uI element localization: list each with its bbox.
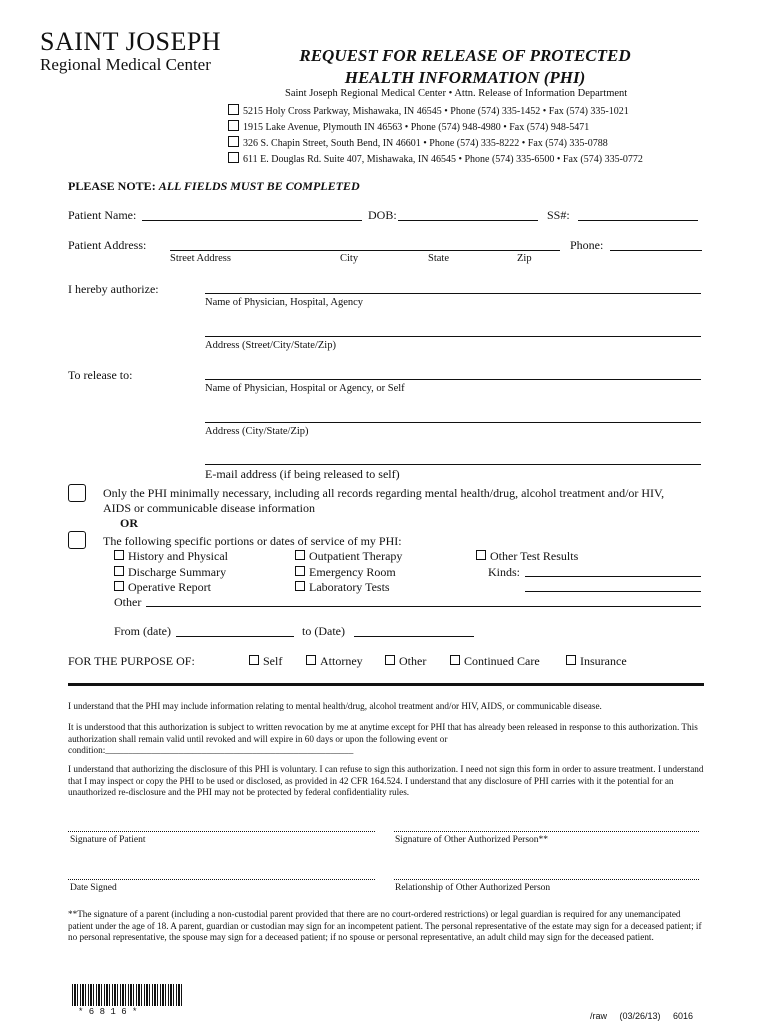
email-caption: E-mail address (if being released to self) — [205, 467, 400, 481]
relationship-field[interactable] — [394, 879, 699, 880]
authorize-address-field[interactable] — [205, 336, 701, 337]
option-minimum-line1: Only the PHI minimally necessary, including all records regarding mental health/drug, alcohol treatment and/or HIV, — [103, 486, 665, 500]
other-field[interactable] — [146, 606, 701, 607]
from-date-field[interactable] — [176, 636, 294, 637]
authorize-name-caption: Name of Physician, Hospital, Agency — [205, 297, 364, 308]
state-caption: State — [428, 253, 449, 264]
option-minimum-line2: AIDS or communicable disease information — [103, 501, 315, 515]
outpatient-checkbox[interactable] — [295, 550, 305, 560]
authorize-address-caption: Address (Street/City/State/Zip) — [205, 340, 336, 351]
or-label: OR — [120, 516, 138, 530]
outpatient-therapy-option[interactable]: Outpatient Therapy — [295, 549, 402, 564]
history-physical-option[interactable]: History and Physical — [114, 549, 228, 564]
barcode-text: * 6 8 1 6 * — [78, 1007, 138, 1017]
form-subtitle: Saint Joseph Regional Medical Center • Attn. Release of Information Department — [285, 88, 628, 99]
other-test-results-option[interactable]: Other Test Results — [476, 549, 578, 564]
option-minimum-checkbox[interactable] — [68, 484, 86, 502]
patient-signature-field[interactable] — [68, 831, 375, 832]
patient-address-label: Patient Address: — [68, 238, 147, 252]
location-3-checkbox[interactable] — [228, 136, 239, 147]
purpose-insurance-checkbox[interactable] — [566, 655, 576, 665]
please-note: PLEASE NOTE: ALL FIELDS MUST BE COMPLETED — [68, 179, 360, 193]
operative-checkbox[interactable] — [114, 581, 124, 591]
authorize-name-field[interactable] — [205, 293, 701, 294]
to-date-label: to (Date) — [302, 624, 345, 638]
patient-name-field[interactable] — [142, 220, 362, 221]
release-address-field[interactable] — [205, 422, 701, 423]
phone-label: Phone: — [570, 238, 604, 252]
paragraph-revocation: It is understood that this authorization is subject to written revocation by me at anytime except for PHI that has already been released in response to this authorization. This authorization shall remain valid until revoked and will expire in 60 days or upon the following event or condition:______________________________________________________ — [68, 722, 698, 755]
lab-checkbox[interactable] — [295, 581, 305, 591]
ss-label: SS#: — [547, 208, 570, 222]
discharge-checkbox[interactable] — [114, 566, 124, 576]
location-4[interactable]: 611 E. Douglas Rd. Suite 407, Mishawaka, IN 46545 • Phone (574) 335-6500 • Fax (574) 335-0772 — [228, 152, 643, 165]
date-signed-field[interactable] — [68, 879, 375, 880]
form-title-line2: HEALTH INFORMATION (PHI) — [344, 68, 586, 87]
logo-saint-joseph: SAINT JOSEPH — [40, 27, 222, 56]
ss-field[interactable] — [578, 220, 698, 221]
purpose-attorney-checkbox[interactable] — [306, 655, 316, 665]
dob-field[interactable] — [398, 220, 538, 221]
laboratory-tests-option[interactable]: Laboratory Tests — [295, 580, 390, 595]
kinds-field-1[interactable] — [525, 576, 701, 577]
form-code: /raw (03/26/13) 6016 — [590, 1011, 694, 1021]
kinds-label: Kinds: — [488, 565, 521, 579]
location-2[interactable]: 1915 Lake Avenue, Plymouth IN 46563 • Phone (574) 948-4980 • Fax (574) 948-5471 — [228, 120, 589, 133]
purpose-care-checkbox[interactable] — [450, 655, 460, 665]
from-date-label: From (date) — [114, 624, 171, 638]
release-address-caption: Address (City/State/Zip) — [205, 426, 309, 437]
section-divider — [68, 683, 704, 686]
patient-address-field[interactable] — [170, 250, 560, 251]
purpose-other[interactable]: Other — [385, 654, 426, 669]
relationship-caption: Relationship of Other Authorized Person — [395, 883, 551, 893]
purpose-continued-care[interactable]: Continued Care — [450, 654, 540, 669]
authorize-label: I hereby authorize: — [68, 282, 159, 296]
kinds-field-2[interactable] — [525, 591, 701, 592]
location-1[interactable]: 5215 Holy Cross Parkway, Mishawaka, IN 46545 • Phone (574) 335-1452 • Fax (574) 335-1021 — [228, 104, 629, 117]
patient-name-label: Patient Name: — [68, 208, 137, 222]
release-name-caption: Name of Physician, Hospital or Agency, or Self — [205, 383, 405, 394]
emergency-checkbox[interactable] — [295, 566, 305, 576]
logo-subtitle: Regional Medical Center — [40, 55, 211, 74]
location-4-checkbox[interactable] — [228, 152, 239, 163]
purpose-insurance[interactable]: Insurance — [566, 654, 627, 669]
history-checkbox[interactable] — [114, 550, 124, 560]
footnote: **The signature of a parent (including a non-custodial parent provided that there are no court-ordered restrictions) or legal guardian is required for any unemancipated patient under the age of 18. A parent, guardian or custodian may sign for an incompetent patient. The personal representative of the estate may sign for a deceased patient; if no personal representative, the spouse may sign for a deceased patient; if no spouse or personal representative, an adult child may sign for the deceased patient. — [68, 909, 702, 942]
option-specific-checkbox[interactable] — [68, 531, 86, 549]
purpose-self-checkbox[interactable] — [249, 655, 259, 665]
city-caption: City — [340, 253, 359, 264]
street-address-caption: Street Address — [170, 253, 231, 264]
other-signature-caption: Signature of Other Authorized Person** — [395, 835, 549, 845]
other-signature-field[interactable] — [394, 831, 699, 832]
paragraph-voluntary: I understand that authorizing the disclosure of this PHI is voluntary. I can refuse to sign this authorization. I need not sign this form in order to assure treatment. I understand that I may inspect or copy the PHI to be used or disclosed, as provided in 42 CFR 164.524. I understand that any disclosure of PHI carries with it the potential for an unauthorized re-disclosure and the PHI may not be protected by federal confidentiality rules. — [68, 764, 704, 797]
location-1-checkbox[interactable] — [228, 104, 239, 115]
other-tests-checkbox[interactable] — [476, 550, 486, 560]
purpose-attorney[interactable]: Attorney — [306, 654, 363, 669]
phone-field[interactable] — [610, 250, 702, 251]
release-to-label: To release to: — [68, 368, 133, 382]
purpose-label: FOR THE PURPOSE OF: — [68, 654, 195, 668]
paragraph-phi-info: I understand that the PHI may include information relating to mental health/drug, alcohol treatment and/or HIV, AIDS, or communicable disease. — [68, 701, 602, 711]
barcode — [72, 984, 184, 1006]
email-field[interactable] — [205, 464, 701, 465]
release-name-field[interactable] — [205, 379, 701, 380]
to-date-field[interactable] — [354, 636, 474, 637]
location-3[interactable]: 326 S. Chapin Street, South Bend, IN 46601 • Phone (574) 335-8222 • Fax (574) 335-0788 — [228, 136, 608, 149]
emergency-room-option[interactable]: Emergency Room — [295, 565, 396, 580]
patient-signature-caption: Signature of Patient — [70, 835, 146, 845]
purpose-self[interactable]: Self — [249, 654, 282, 669]
zip-caption: Zip — [517, 253, 532, 264]
form-title-line1: REQUEST FOR RELEASE OF PROTECTED — [299, 46, 631, 65]
location-2-checkbox[interactable] — [228, 120, 239, 131]
dob-label: DOB: — [368, 208, 397, 222]
operative-report-option[interactable]: Operative Report — [114, 580, 211, 595]
other-label: Other — [114, 595, 142, 609]
discharge-summary-option[interactable]: Discharge Summary — [114, 565, 226, 580]
date-signed-caption: Date Signed — [70, 883, 117, 893]
option-specific-intro: The following specific portions or dates of service of my PHI: — [103, 534, 402, 548]
purpose-other-checkbox[interactable] — [385, 655, 395, 665]
